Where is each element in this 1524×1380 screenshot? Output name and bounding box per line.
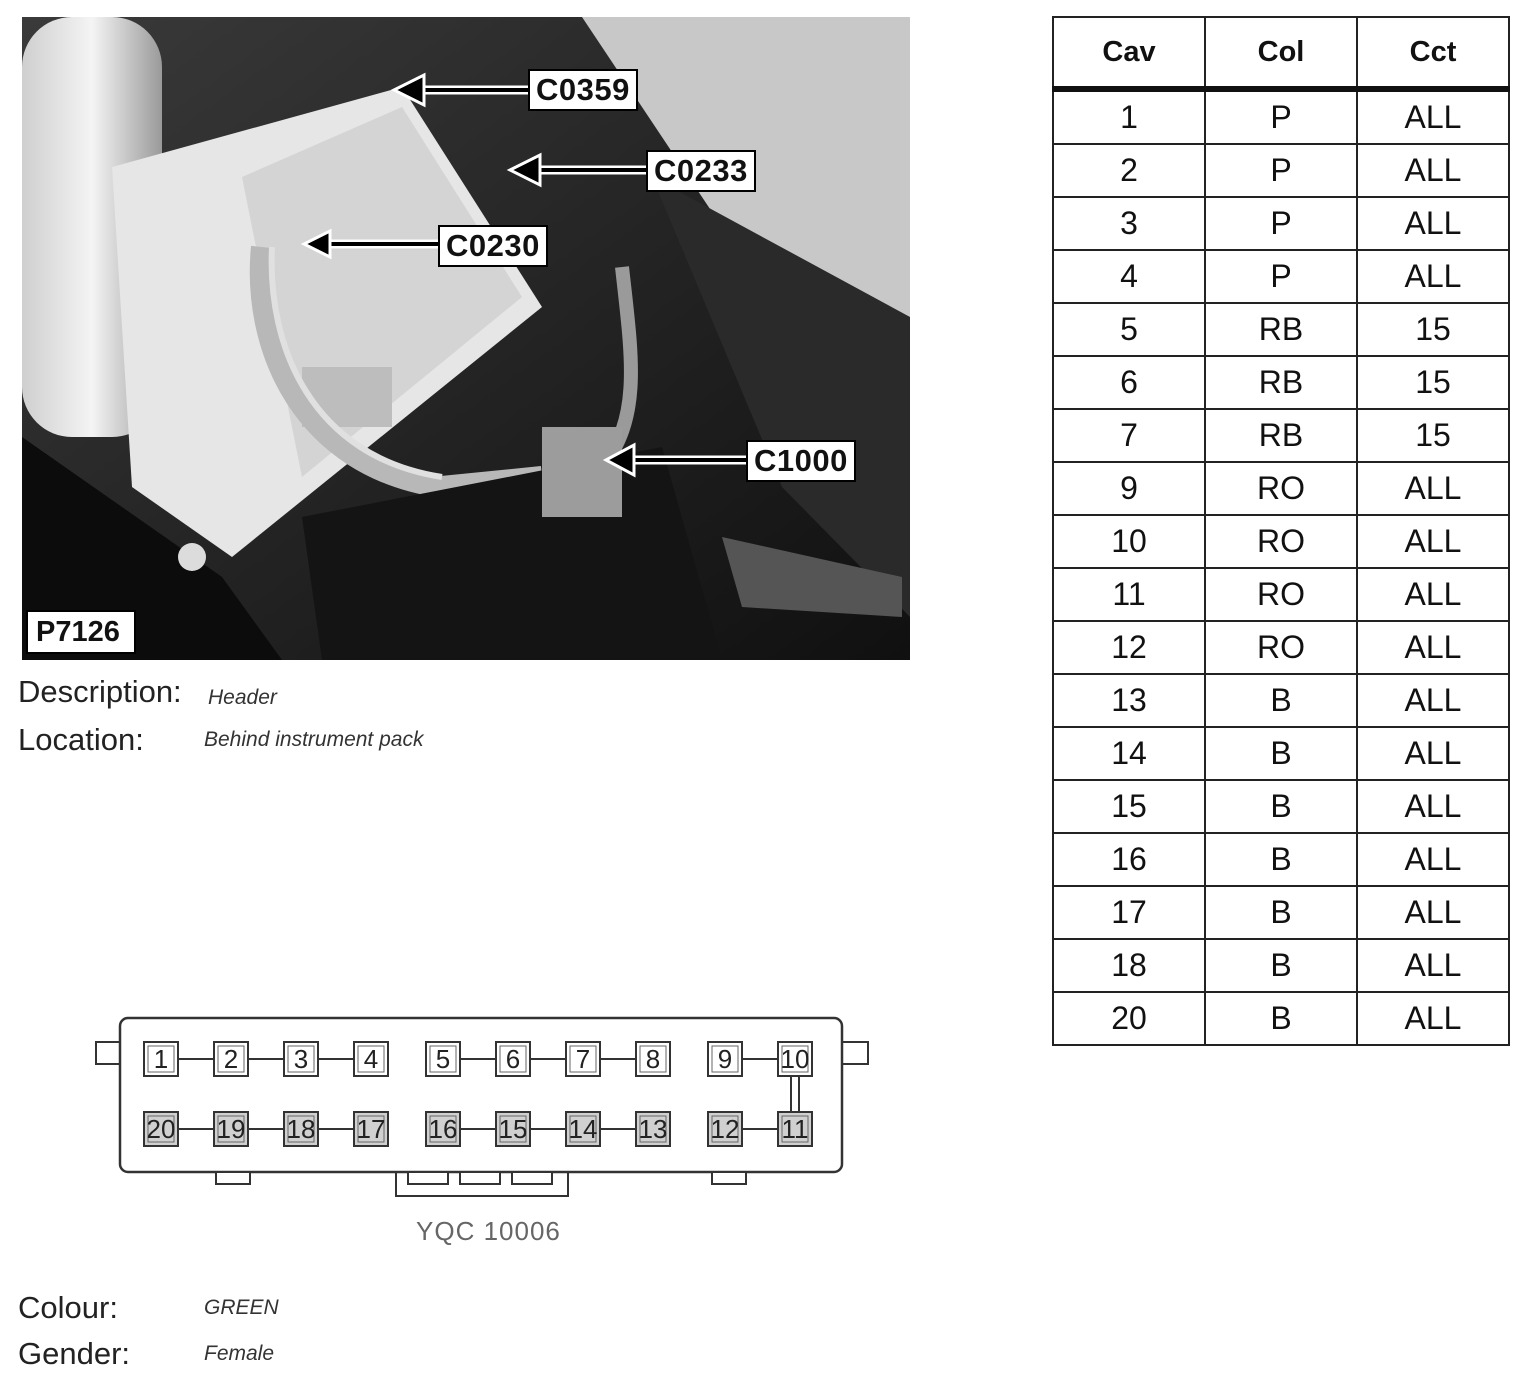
cell-cav: 10 (1053, 515, 1205, 568)
header-col: Col (1205, 17, 1357, 89)
pin-number: 8 (645, 1044, 661, 1074)
cell-col: B (1205, 939, 1357, 992)
pin-number: 14 (568, 1114, 598, 1144)
cell-cct: ALL (1357, 462, 1509, 515)
table-row (1053, 303, 1509, 356)
cell-cct: ALL (1357, 197, 1509, 250)
cell-cav: 17 (1053, 886, 1205, 939)
description-label: Description: (18, 674, 182, 709)
cell-cav: 14 (1053, 727, 1205, 780)
pin-number: 20 (146, 1114, 176, 1144)
pin-number: 3 (293, 1044, 309, 1074)
pin-number: 5 (435, 1044, 451, 1074)
cell-col: P (1205, 144, 1357, 197)
cell-cav: 3 (1053, 197, 1205, 250)
cell-col: B (1205, 727, 1357, 780)
cell-col: RO (1205, 462, 1357, 515)
pin-number: 18 (286, 1114, 316, 1144)
pin-bottom-7 (636, 1112, 670, 1146)
cell-cct: ALL (1357, 833, 1509, 886)
pin-number: 13 (638, 1114, 668, 1144)
table-row (1053, 89, 1509, 144)
cell-cav: 9 (1053, 462, 1205, 515)
cell-cav: 5 (1053, 303, 1205, 356)
pin-top-0 (144, 1042, 178, 1076)
pin-top-1 (214, 1042, 248, 1076)
cell-cct: ALL (1357, 780, 1509, 833)
cell-col: RB (1205, 409, 1357, 462)
pin-number: 2 (223, 1044, 239, 1074)
cell-cct: 15 (1357, 356, 1509, 409)
table-row (1053, 780, 1509, 833)
table-row (1053, 621, 1509, 674)
pin-bottom-1 (214, 1112, 248, 1146)
connector-part-code: YQC 10006 (416, 1216, 561, 1246)
cell-cct: 15 (1357, 409, 1509, 462)
cell-cav: 4 (1053, 250, 1205, 303)
cell-col: P (1205, 197, 1357, 250)
pin-number: 16 (428, 1114, 458, 1144)
cell-col: RB (1205, 303, 1357, 356)
cell-cav: 1 (1053, 89, 1205, 144)
connector-face-diagram (94, 1012, 874, 1202)
cell-cct: ALL (1357, 886, 1509, 939)
cell-cct: ALL (1357, 992, 1509, 1045)
table-row (1053, 462, 1509, 515)
colour-value: GREEN (204, 1296, 279, 1319)
pin-top-2 (284, 1042, 318, 1076)
callout-c0233: C0233 (646, 150, 756, 192)
cell-cav: 16 (1053, 833, 1205, 886)
table-row (1053, 886, 1509, 939)
table-row (1053, 197, 1509, 250)
connector-housing (96, 1018, 868, 1196)
colour-label: Colour: (18, 1290, 118, 1325)
pin-number: 12 (710, 1114, 740, 1144)
pin-number: 6 (505, 1044, 521, 1074)
table-row (1053, 992, 1509, 1045)
cell-cct: ALL (1357, 89, 1509, 144)
cell-cct: ALL (1357, 621, 1509, 674)
pin-bottom-6 (566, 1112, 600, 1146)
cell-col: RO (1205, 568, 1357, 621)
callout-c0359: C0359 (528, 69, 638, 111)
callout-c1000: C1000 (746, 440, 856, 482)
gender-label: Gender: (18, 1336, 131, 1371)
pin-top-4 (426, 1042, 460, 1076)
pin-bottom-4 (426, 1112, 460, 1146)
cell-cct: ALL (1357, 674, 1509, 727)
table-row (1053, 568, 1509, 621)
cell-col: B (1205, 780, 1357, 833)
cell-cav: 6 (1053, 356, 1205, 409)
cell-cct: ALL (1357, 515, 1509, 568)
pin-top-5 (496, 1042, 530, 1076)
cell-col: B (1205, 674, 1357, 727)
pin-top-8 (708, 1042, 742, 1076)
pin-top-3 (354, 1042, 388, 1076)
header-cct: Cct (1357, 17, 1509, 89)
table-row (1053, 250, 1509, 303)
pin-bottom-0 (144, 1112, 178, 1146)
table-header-row (1053, 17, 1509, 89)
pin-assignment-table (1052, 16, 1510, 1046)
pin-number: 19 (216, 1114, 246, 1144)
cell-col: B (1205, 833, 1357, 886)
table-row (1053, 515, 1509, 568)
cell-col: P (1205, 250, 1357, 303)
cell-col: P (1205, 89, 1357, 144)
location-value: Behind instrument pack (204, 728, 424, 751)
cell-col: B (1205, 992, 1357, 1045)
pin-bottom-9 (778, 1112, 812, 1146)
cell-cct: ALL (1357, 568, 1509, 621)
cell-col: B (1205, 886, 1357, 939)
connector-location-photo (22, 17, 910, 660)
header-cav: Cav (1053, 17, 1205, 89)
cell-cav: 7 (1053, 409, 1205, 462)
pin-number: 4 (363, 1044, 379, 1074)
cell-cav: 18 (1053, 939, 1205, 992)
cell-cct: ALL (1357, 939, 1509, 992)
cell-cct: 15 (1357, 303, 1509, 356)
cell-col: RO (1205, 515, 1357, 568)
location-label: Location: (18, 722, 144, 757)
cell-cct: ALL (1357, 727, 1509, 780)
pin-bottom-3 (354, 1112, 388, 1146)
table-row (1053, 727, 1509, 780)
pin-number: 15 (498, 1114, 528, 1144)
callout-c0230: C0230 (438, 225, 548, 267)
table-row (1053, 409, 1509, 462)
table-row (1053, 833, 1509, 886)
callout-arrows (22, 17, 910, 660)
pin-number: 7 (575, 1044, 591, 1074)
pin-number: 17 (356, 1114, 386, 1144)
pin-number: 9 (717, 1044, 733, 1074)
cell-cav: 13 (1053, 674, 1205, 727)
cell-col: RB (1205, 356, 1357, 409)
cell-cav: 2 (1053, 144, 1205, 197)
cell-cav: 11 (1053, 568, 1205, 621)
pin-top-9 (778, 1042, 812, 1076)
pin-top-7 (636, 1042, 670, 1076)
pin-bottom-8 (708, 1112, 742, 1146)
table-row (1053, 356, 1509, 409)
pin-number: 10 (780, 1044, 810, 1074)
cell-cct: ALL (1357, 250, 1509, 303)
gender-value: Female (204, 1342, 275, 1365)
table-row (1053, 939, 1509, 992)
cell-cav: 12 (1053, 621, 1205, 674)
table-row (1053, 144, 1509, 197)
cell-cav: 15 (1053, 780, 1205, 833)
description-value: Header (208, 686, 277, 709)
cell-col: RO (1205, 621, 1357, 674)
photo-id-label: P7126 (26, 610, 136, 654)
table-row (1053, 674, 1509, 727)
pin-number: 11 (781, 1114, 809, 1144)
pin-bottom-2 (284, 1112, 318, 1146)
pin-number: 1 (153, 1044, 169, 1074)
cell-cav: 20 (1053, 992, 1205, 1045)
pin-bottom-5 (496, 1112, 530, 1146)
pin-top-6 (566, 1042, 600, 1076)
cell-cct: ALL (1357, 144, 1509, 197)
